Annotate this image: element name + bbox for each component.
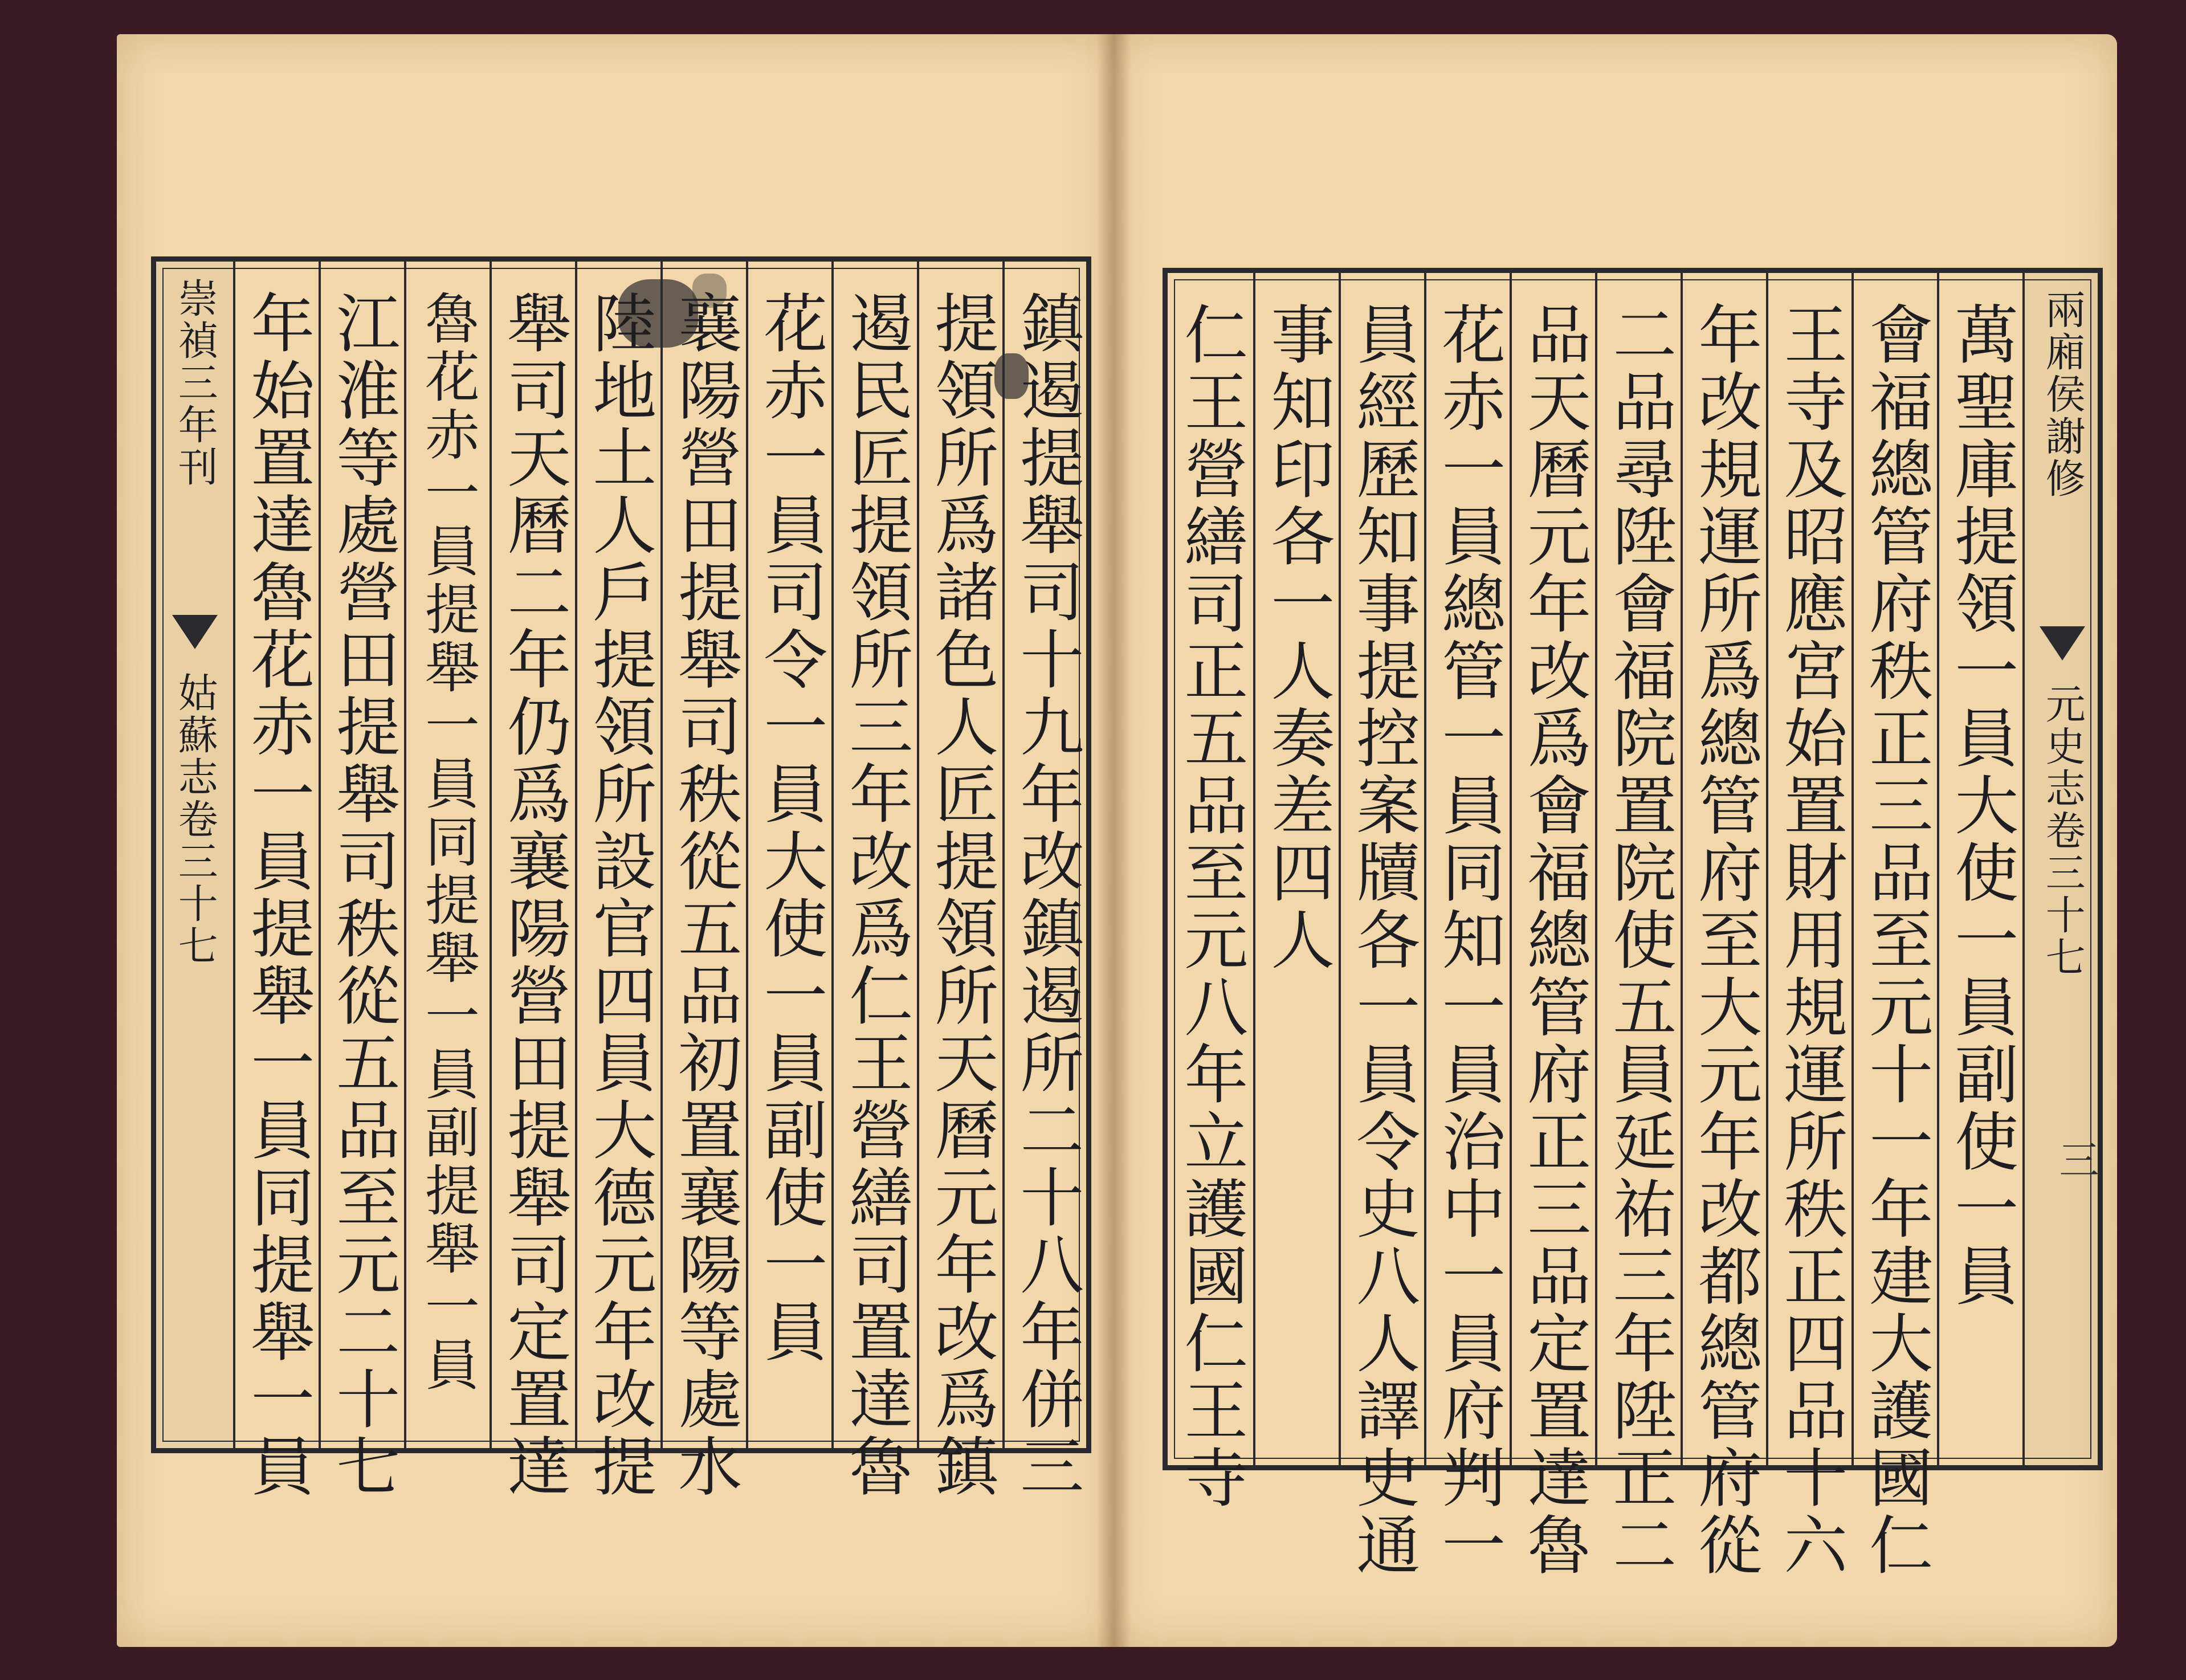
fish-tail-mark (172, 615, 218, 649)
text-column (917, 262, 1002, 1500)
text-column (1851, 273, 1937, 1579)
text-column (1510, 273, 1595, 1579)
column-text: 會福總管府秩正三品至元十一年建大護國仁 (1858, 301, 1933, 1579)
text-column (233, 262, 319, 1500)
column-text: 員經歷知事提控案牘各一員令史八人譯史通 (1345, 301, 1420, 1579)
text-column (1681, 273, 1766, 1579)
text-column (1937, 273, 2022, 1465)
column-text: 花赤一員總管一員同知一員治中一員府判一 (1431, 301, 1506, 1579)
text-column (319, 262, 404, 1500)
column-text: 江淮等處營田提舉司秩從五品至元二十七 (325, 290, 400, 1500)
margin-label: 兩廂侯謝修 (2039, 289, 2086, 500)
column-text: 提領所爲諸色人匠提領所天曆元年改爲鎮 (924, 290, 998, 1500)
column-text: 萬聖庫提領一員大使一員副使一員 (1944, 301, 2018, 1310)
text-column (831, 262, 917, 1500)
page-number: 三 (2053, 1139, 2099, 1179)
column-text: 年改規運所爲總管府至大元年改都總管府從 (1687, 301, 1762, 1579)
column-text: 遏民匠提領所三年改爲仁王營繕司置達魯 (838, 290, 913, 1500)
margin-column (156, 262, 233, 1448)
left-text-frame (151, 256, 1091, 1500)
column-text: 仁王營繕司正五品至元八年立護國仁王寺 (1173, 301, 1248, 1512)
margin-title: 姑蘇志卷三十七 (172, 672, 219, 967)
text-column (1168, 273, 1253, 1512)
column-text: 舉司天曆二年仍爲襄陽營田提舉司定置達 (496, 290, 571, 1500)
column-text: 事知印各一人奏差四人 (1260, 301, 1335, 974)
text-column (1766, 273, 1851, 1579)
text-column (1253, 273, 1339, 1465)
text-column (1339, 273, 1424, 1579)
column-text: 二品尋陞會福院置院使五員延祐三年陞正二 (1602, 301, 1677, 1579)
column-text: 品天曆元年改爲會福總管府正三品定置達魯 (1516, 301, 1591, 1579)
text-column (660, 262, 746, 1500)
text-column (1595, 273, 1681, 1579)
column-text: 魯花赤一員提舉一員同提舉一員副提舉一員 (416, 290, 480, 1394)
column-text: 襄陽營田提舉司秩從五品初置襄陽等處水 (667, 290, 742, 1500)
margin-label: 崇禎三年刊 (172, 278, 219, 488)
text-column (746, 262, 831, 1448)
open-book (117, 34, 2117, 1647)
margin-title: 元史志卷三十七 (2039, 683, 2086, 978)
text-column (575, 262, 660, 1500)
fish-tail-mark (2040, 626, 2085, 660)
text-column (1424, 273, 1510, 1579)
text-column (490, 262, 575, 1500)
text-column (1002, 262, 1088, 1500)
right-text-frame (1163, 268, 2103, 1579)
column-text: 陸地土人戶提領所設官四員大德元年改提 (582, 290, 656, 1500)
column-text: 年始置達魯花赤一員提舉一員同提舉一員 (240, 290, 315, 1500)
margin-column (2022, 273, 2099, 1465)
text-column (404, 262, 490, 1448)
book-gutter (1097, 34, 1131, 1647)
column-text: 鎮遏提舉司十九年改鎮遏所二十八年併三 (1009, 290, 1084, 1500)
column-text: 花赤一員司令一員大使一員副使一員 (753, 290, 827, 1366)
column-text: 王寺及昭應宮始置財用規運所秩正四品十六 (1773, 301, 1848, 1579)
